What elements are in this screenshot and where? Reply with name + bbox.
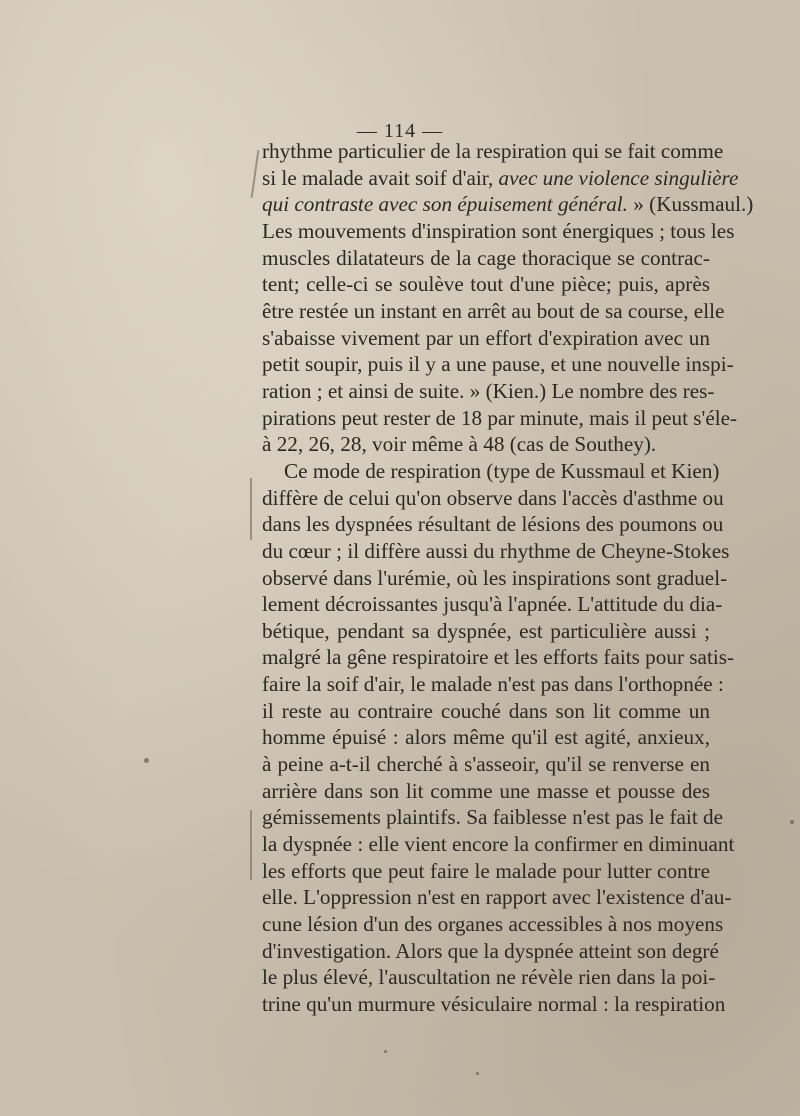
text-line	[262, 565, 728, 592]
text-line	[262, 325, 710, 352]
text-line	[262, 644, 735, 671]
italic-text-segment: avec une violence singulière	[498, 165, 739, 190]
text-segment: à 22, 26, 28, voir même à 48 (cas de Southey).	[262, 432, 657, 457]
text-line	[262, 485, 724, 512]
text-line	[262, 804, 724, 831]
paper-speck	[384, 1050, 387, 1053]
text-line	[262, 911, 724, 938]
text-line	[262, 858, 710, 885]
margin-mark-top	[251, 150, 260, 198]
text-segment: rhythme particulier de la respiration qui se fait comme	[262, 139, 724, 163]
text-line	[262, 138, 724, 165]
text-line	[262, 751, 710, 778]
text-segment: s'abaisse vivement par un effort d'expiration avec un	[262, 325, 710, 350]
text-segment: il reste au contraire couché dans son lit comme un	[262, 698, 710, 723]
text-line	[262, 298, 725, 325]
text-segment: la dyspnée : elle vient encore la confirmer en diminuant	[262, 832, 735, 857]
text-segment: si le malade avait soif d'air,	[262, 165, 499, 190]
text-line	[262, 191, 754, 218]
text-segment: muscles dilatateurs de la cage thoracique se contrac-	[262, 245, 710, 270]
text-line	[262, 431, 710, 458]
text-segment: elle. L'oppression n'est en rapport avec l'existence d'au-	[262, 885, 732, 910]
italic-text-segment: qui contraste avec son épuisement général.	[262, 192, 628, 217]
text-line	[262, 511, 724, 538]
text-line	[262, 724, 710, 751]
text-line	[262, 378, 715, 405]
text-segment: à peine a-t-il cherché à s'asseoir, qu'il se renverse en	[262, 752, 710, 777]
text-line	[262, 938, 719, 965]
text-segment: d'investigation. Alors que la dyspnée atteint son degré	[262, 938, 719, 963]
text-segment: gémissements plaintifs. Sa faiblesse n'est pas le fait de	[262, 805, 724, 830]
text-segment: observé dans l'urémie, où les inspirations sont graduel-	[262, 565, 728, 590]
text-line	[262, 591, 723, 618]
body-text	[262, 138, 754, 1018]
text-segment: homme épuisé : alors même qu'il est agité, anxieux,	[262, 725, 710, 750]
text-line	[262, 831, 735, 858]
text-segment: arrière dans son lit comme une masse et pousse des	[262, 778, 710, 803]
text-segment: faire la soif d'air, le malade n'est pas dans l'orthopnée :	[262, 672, 724, 697]
text-line	[262, 698, 710, 725]
text-line	[262, 405, 738, 432]
margin-mark-bottom	[250, 810, 252, 880]
text-line	[262, 351, 734, 378]
text-segment: diffère de celui qu'on observe dans l'accès d'asthme ou	[262, 485, 724, 510]
text-segment: être restée un instant en arrêt au bout de sa course, elle	[262, 298, 725, 323]
text-segment: tent; celle-ci se soulève tout d'une pièce; puis, après	[262, 272, 710, 297]
text-segment: du cœur ; il diffère aussi du rhythme de Cheyne-Stokes	[262, 538, 730, 563]
text-segment: ration ; et ainsi de suite. » (Kien.) Le nombre des res-	[262, 378, 715, 403]
text-line	[262, 964, 716, 991]
text-segment: trine qu'un murmure vésiculaire normal : la respiration	[262, 992, 726, 1016]
text-line	[262, 245, 710, 272]
text-segment: les efforts que peut faire le malade pour lutter contre	[262, 858, 710, 883]
text-segment: petit soupir, puis il y a une pause, et une nouvelle inspi-	[262, 352, 734, 377]
text-segment: pirations peut rester de 18 par minute, mais il peut s'éle-	[262, 405, 738, 430]
paper-speck	[476, 1072, 479, 1075]
text-segment: malgré la gêne respiratoire et les efforts faits pour satis-	[262, 645, 735, 670]
text-segment: le plus élevé, l'auscultation ne révèle rien dans la poi-	[262, 965, 716, 990]
text-segment: Ce mode de respiration (type de Kussmaul et Kien)	[284, 458, 720, 483]
text-line	[262, 458, 720, 485]
text-line	[262, 165, 739, 192]
text-line	[262, 618, 710, 645]
text-line	[262, 991, 726, 1018]
text-line	[262, 671, 724, 698]
text-segment: cune lésion d'un des organes accessibles à nos moyens	[262, 912, 724, 937]
text-line	[262, 884, 732, 911]
text-segment: » (Kussmaul.)	[627, 192, 754, 217]
text-segment: dans les dyspnées résultant de lésions des poumons ou	[262, 512, 724, 537]
text-line	[262, 218, 735, 245]
text-segment: lement décroissantes jusqu'à l'apnée. L'attitude du dia-	[262, 592, 723, 617]
text-line	[262, 271, 710, 298]
text-segment: bétique, pendant sa dyspnée, est particulière aussi ;	[262, 618, 710, 643]
margin-mark-middle	[250, 478, 252, 540]
text-segment: Les mouvements d'inspiration sont énergiques ; tous les	[262, 218, 735, 243]
text-line	[262, 538, 730, 565]
paper-speck	[144, 758, 149, 763]
text-line	[262, 778, 710, 805]
page-number: — 114 —	[356, 120, 444, 142]
paper-speck	[790, 820, 794, 824]
